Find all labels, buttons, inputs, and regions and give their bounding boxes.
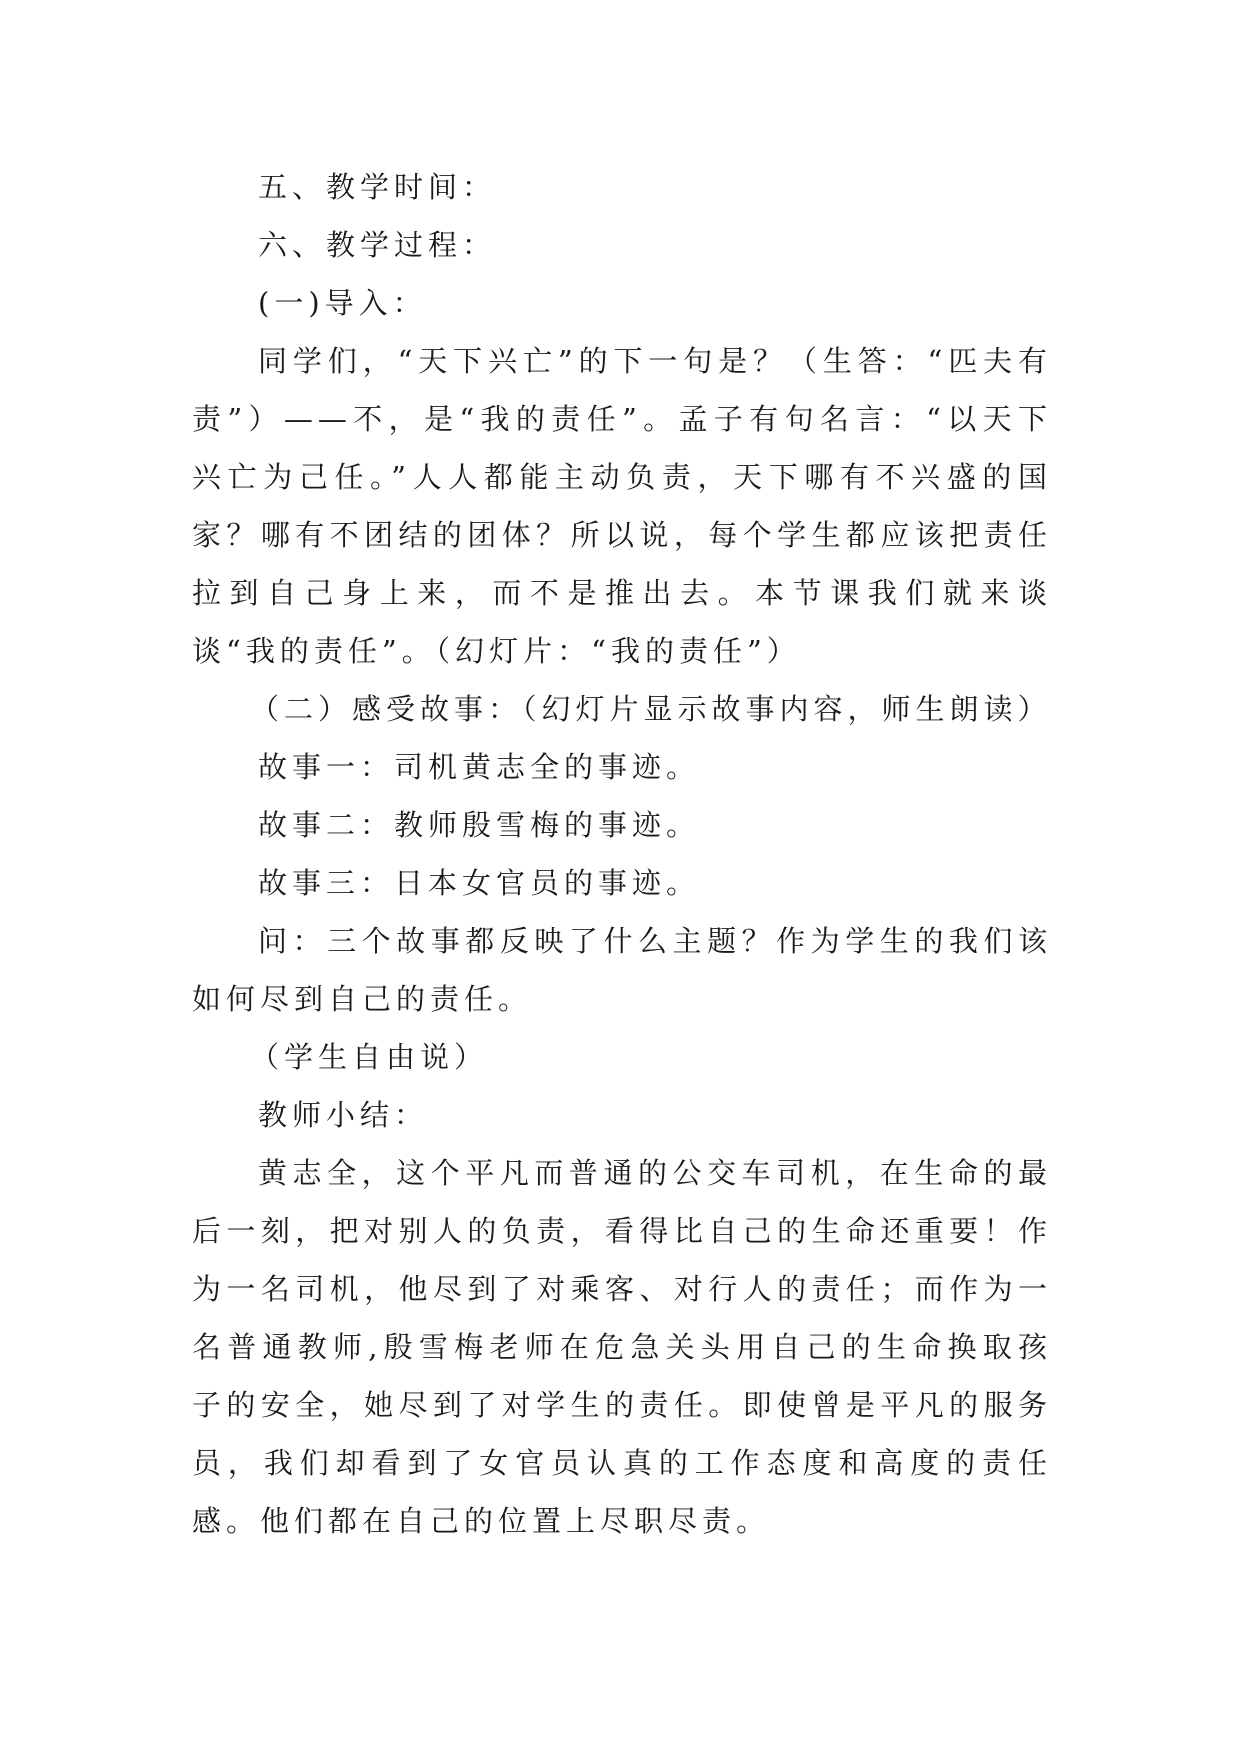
paragraph-introduction: 同学们，“天下兴亡”的下一句是？（生答：“匹夫有责”）——不，是“我的责任”。孟子有句名言：“以天下兴亡为己任。”人人都能主动负责，天下哪有不兴盛的国家？哪有不团结的团体？所以说，每个学生都应该把责任拉到自己身上来，而不是推出去。本节课我们就来谈谈“我的责任”。（幻灯片：“我的责任”）: [192, 344, 1052, 668]
paragraph-question: 问：三个故事都反映了什么主题？作为学生的我们该如何尽到自己的责任。: [192, 924, 1052, 1016]
paragraph-summary-heading: 教师小结：: [258, 1098, 429, 1132]
paragraph-teaching-time: 五、教学时间：: [258, 170, 497, 204]
paragraph-story-one: 故事一：司机黄志全的事迹。: [258, 750, 701, 784]
paragraph-story-two: 故事二：教师殷雪梅的事迹。: [258, 808, 701, 842]
paragraph-stories-heading: （二）感受故事：（幻灯片显示故事内容，师生朗读）: [250, 692, 1052, 726]
paragraph-introduction-heading: (一)导入：: [258, 286, 427, 320]
paragraph-student-discussion: （学生自由说）: [250, 1040, 489, 1074]
document-body: [192, 158, 1052, 1550]
paragraph-summary: 黄志全，这个平凡而普通的公交车司机，在生命的最后一刻，把对别人的负责，看得比自己的生命还重要！作为一名司机，他尽到了对乘客、对行人的责任；而作为一名普通教师,殷雪梅老师在危急关头用自己的生命换取孩子的安全，她尽到了对学生的责任。即使曾是平凡的服务员，我们却看到了女官员认真的工作态度和高度的责任感。他们都在自己的位置上尽职尽责。: [192, 1156, 1052, 1538]
paragraph-teaching-process: 六、教学过程：: [258, 228, 497, 262]
paragraph-story-three: 故事三：日本女官员的事迹。: [258, 866, 701, 900]
